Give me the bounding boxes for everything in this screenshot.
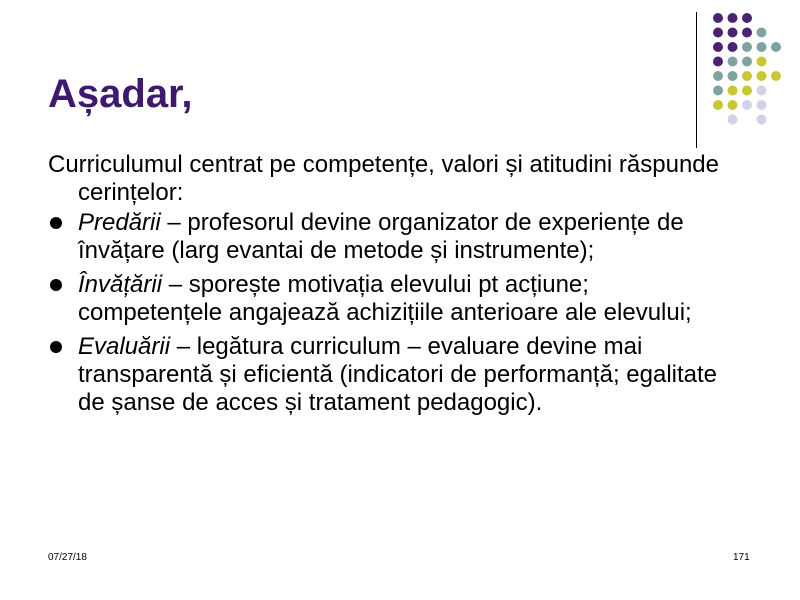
decorative-dot [742,71,752,81]
decorative-dot [742,100,752,110]
decorative-dot [742,57,752,67]
bullet-term: Predării [78,209,161,236]
decorative-dot [713,42,723,52]
decorative-dot [742,86,752,96]
decorative-dot [713,28,723,38]
footer-date: 07/27/18 [48,552,87,563]
decorative-dot [757,115,767,125]
decorative-dot [713,13,723,23]
bullet-item-invatarii [48,271,738,327]
decorative-dot [757,71,767,81]
bullet-term: Învățării [78,271,163,298]
bullet-item-evaluarii [48,333,738,417]
decorative-dot [757,100,767,110]
decorative-dot [771,71,781,81]
decorative-dot [728,42,738,52]
decorative-dot [771,42,781,52]
decorative-dot [728,115,738,125]
bullet-dot-icon [50,341,62,353]
bullet-term: Evaluării [78,333,171,360]
decorative-dot [757,57,767,67]
decorative-dot [728,28,738,38]
intro-text: Curriculumul centrat pe competențe, valori și atitudini răspunde cerințelor: [48,151,720,206]
decorative-dot [757,28,767,38]
slide-title: Așadar, [48,72,193,116]
bullet-list [48,209,738,417]
footer-page-number: 171 [733,552,750,563]
bullet-text: – profesorul devine organizator de experiențe de învățare (larg evantai de metode și instrumente); [78,209,684,264]
slide-body [48,151,738,423]
decorative-dot [742,42,752,52]
decorative-dot [713,57,723,67]
decorative-dot [757,86,767,96]
bullet-dot-icon [50,217,62,229]
decorative-dot [728,86,738,96]
decorative-dot [713,71,723,81]
decorative-dot [742,28,752,38]
bullet-text: – sporește motivația elevului pt acțiune; competențele angajează achizițiile anterioare ale elevului; [78,271,692,326]
bullet-dot-icon [50,279,62,291]
bullet-text: – legătura curriculum – evaluare devine mai transparentă și eficientă (indicatori de performanță; egalitate de șanse de acces și tratament pedagogic). [78,333,718,416]
decorative-dot [742,13,752,23]
decorative-dot [728,57,738,67]
decorative-dot [713,100,723,110]
decorative-dot [757,42,767,52]
decorative-dot [728,100,738,110]
decorative-dot [728,71,738,81]
decorative-dot [728,13,738,23]
bullet-item-predarii [48,209,738,265]
decorative-vertical-line [696,12,697,148]
decorative-dot [713,86,723,96]
